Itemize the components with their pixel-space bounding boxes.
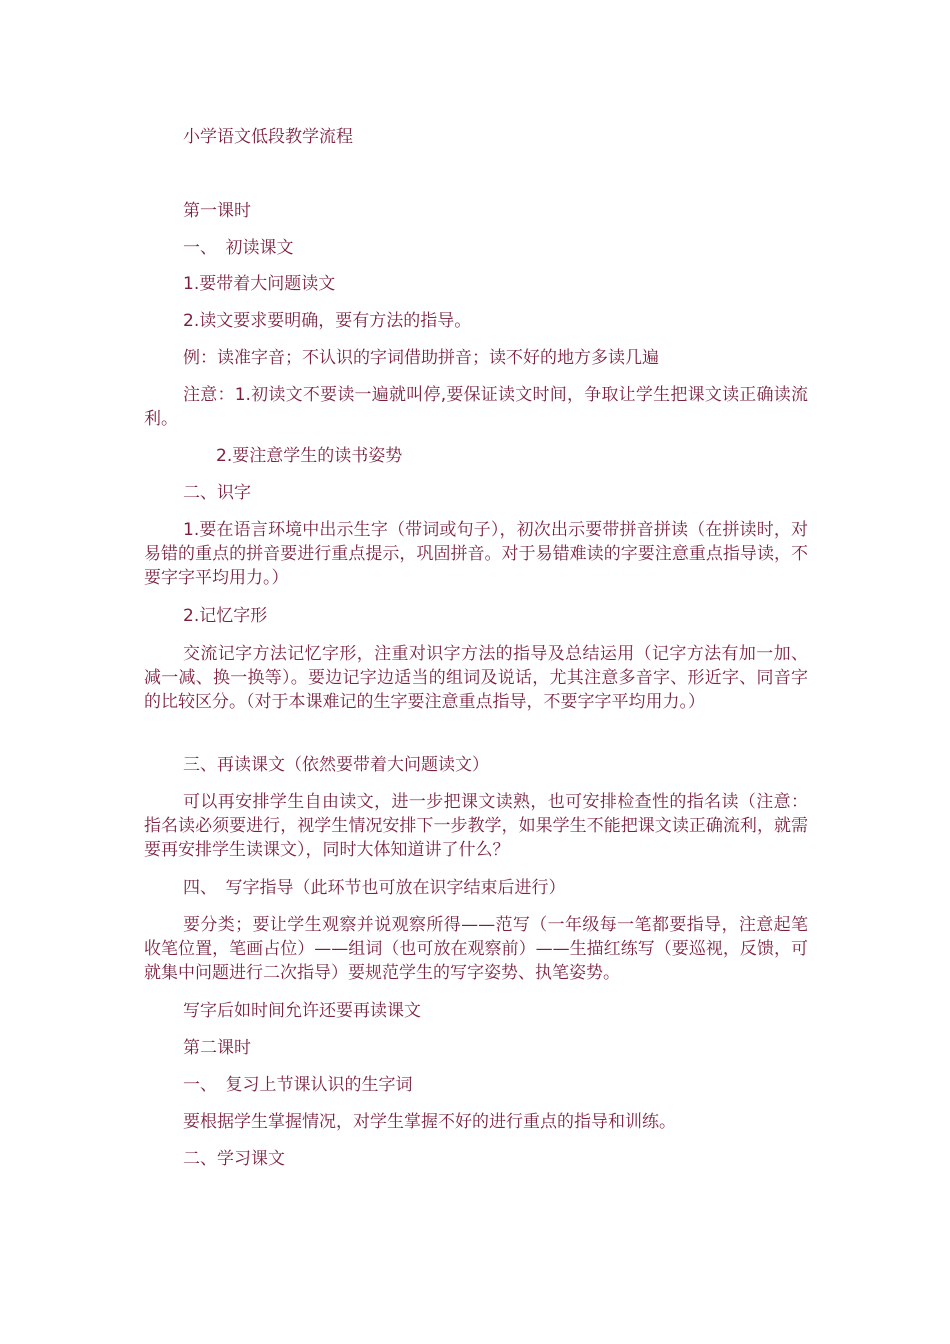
paragraph-section-first-reading: 一、 初读课文 xyxy=(183,238,294,258)
paragraph-section-reread: 三、再读课文（依然要带着大问题读文） xyxy=(183,755,489,775)
paragraph-example: 例：读准字音；不认识的字词借助拼音；读不好的地方多读几遍 xyxy=(183,348,659,368)
paragraph-memorize-methods: 交流记字方法记忆字形，注重对识字方法的指导及总结运用（记字方法有加一加、减一减、换一换等）。要边记字边适当的组词及说话，尤其注意多音字、形近字、同音字的比较区分。（对于本课难记的生字要注意重点指导，不要字字平均用力。） xyxy=(144,644,808,712)
paragraph-note-reading-time: 注意：1.初读文不要读一遍就叫停,要保证读文时间，争取让学生把课文读正确读流利。 xyxy=(144,385,808,429)
paragraph-lesson-two-heading: 第二课时 xyxy=(183,1038,251,1058)
paragraph-note-reading-posture: 2.要注意学生的读书姿势 xyxy=(216,446,403,466)
paragraph-section-review: 一、 复习上节课认识的生字词 xyxy=(183,1075,413,1095)
paragraph-item-read-with-question: 1.要带着大问题读文 xyxy=(183,274,336,294)
paragraph-item-clear-requirements: 2.读文要求要明确，要有方法的指导。 xyxy=(183,311,472,331)
paragraph-item-new-characters: 1.要在语言环境中出示生字（带词或句子），初次出示要带拼音拼读（在拼读时，对易错的重点的拼音要进行重点提示，巩固拼音。对于易错难读的字要注意重点指导读，不要字字平均用力。） xyxy=(144,520,808,588)
paragraph-reread-details: 可以再安排学生自由读文，进一步把课文读熟，也可安排检查性的指名读（注意：指名读必须要进行，视学生情况安排下一步教学，如果学生不能把课文读正确流利，就需要再安排学生读课文），同时大体知道讲了什么？ xyxy=(144,792,808,860)
paragraph-lesson-one-heading: 第一课时 xyxy=(183,201,251,221)
paragraph-reread-after-writing: 写字后如时间允许还要再读课文 xyxy=(183,1001,421,1021)
paragraph-section-study-text: 二、学习课文 xyxy=(183,1149,285,1169)
paragraph-review-details: 要根据学生掌握情况，对学生掌握不好的进行重点的指导和训练。 xyxy=(183,1112,676,1132)
paragraph-item-memorize-shapes: 2.记忆字形 xyxy=(183,606,268,626)
paragraph-section-writing-guidance: 四、 写字指导（此环节也可放在识字结束后进行） xyxy=(183,878,566,898)
paragraph-writing-steps: 要分类；要让学生观察并说观察所得——范写（一年级每一笔都要指导，注意起笔收笔位置，笔画占位）——组词（也可放在观察前）——生描红练写（要巡视，反馈，可就集中问题进行二次指导）要规范学生的写字姿势、执笔姿势。 xyxy=(144,915,808,983)
paragraph-section-literacy: 二、识字 xyxy=(183,483,251,503)
document-title: 小学语文低段教学流程 xyxy=(183,127,353,147)
